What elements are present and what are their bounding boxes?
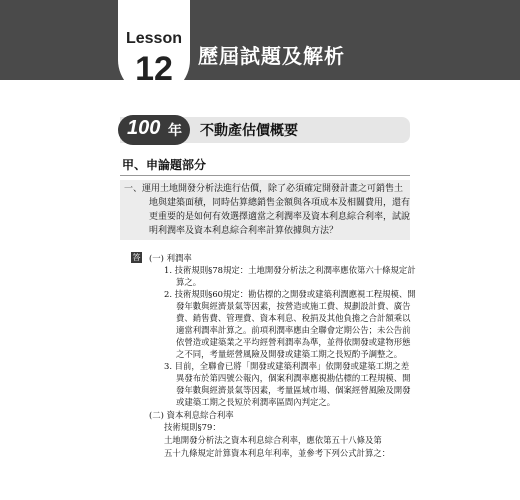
question-line: 明利潤率及資本利息綜合利率計算依據與方法？ [149, 226, 339, 236]
question-line: 更重要的是如何有效選擇適當之利潤率及資本利息綜合利率，試說 [149, 212, 411, 222]
answer-line: 發年數與經濟景氣等因素，按營造或施工費、規劃設計費、廣告 [176, 301, 411, 311]
year-word: 年 [168, 123, 182, 139]
answer-line: 依營造或建築業之平均經營利潤率為準，並得依開發或建物形態 [176, 337, 411, 347]
question-line: 一、運用土地開發分析法進行估價，除了必須確定開發計畫之可銷售土 [124, 184, 404, 194]
topic-title: 不動產估價概要 [200, 123, 298, 139]
answer-line: 或建築工期之長短於利潤率區間內判定之。 [176, 397, 336, 407]
answer-line: 發年數與經濟景氣等因素，考量區域市場、個案經營風險及開發 [176, 385, 411, 395]
section-divider [120, 175, 410, 176]
answer-line: 2. 技術規則§60規定：勘估標的之開發或建築利潤應視工程規模、開 [164, 289, 416, 299]
answer-line: (一) 利潤率 [149, 253, 192, 263]
answer-line: 算之。 [176, 277, 202, 287]
answer-line: 適當利潤率計算之。前項利潤率應由全聯會定期公告；未公告前 [176, 325, 411, 335]
answer-line: 1. 技術規則§78規定：土地開發分析法之利潤率應依第六十條規定計 [164, 265, 416, 275]
answer-line: (二) 資本利息綜合利率 [149, 410, 234, 420]
answer-line: 技術規則§79： [164, 422, 221, 432]
lesson-number: 12 [135, 50, 173, 88]
lesson-label: Lesson [125, 30, 182, 47]
answer-line: 之不同，考量經營風險及開發或建築工期之長短酌予調整之。 [176, 349, 403, 359]
answer-line: 費、銷售費、管理費、資本利息、稅捐及其他負擔之合計額乘以 [176, 313, 411, 323]
question-line: 地與建築面積，同時估算總銷售金額與各項成本及相關費用，還有 [149, 198, 411, 208]
section-heading: 甲、申論題部分 [122, 158, 207, 172]
answer-line: 土地開發分析法之資本利息綜合利率，應依第五十八條及第 [164, 435, 382, 445]
answer-badge: 答 [132, 253, 141, 262]
chapter-title: 歷屆試題及解析 [198, 44, 345, 68]
answer-line: 五十九條規定計算資本利息年利率，並參考下列公式計算之： [164, 448, 391, 458]
answer-line: 異發布於第四號公報內，個案利潤率應視勘估標的工程規模、開 [176, 373, 411, 383]
answer-line: 3. 目前，全聯會已將「開發或建築利潤率」依開發或建築工期之差 [164, 361, 410, 371]
year-number: 100 [127, 117, 161, 139]
